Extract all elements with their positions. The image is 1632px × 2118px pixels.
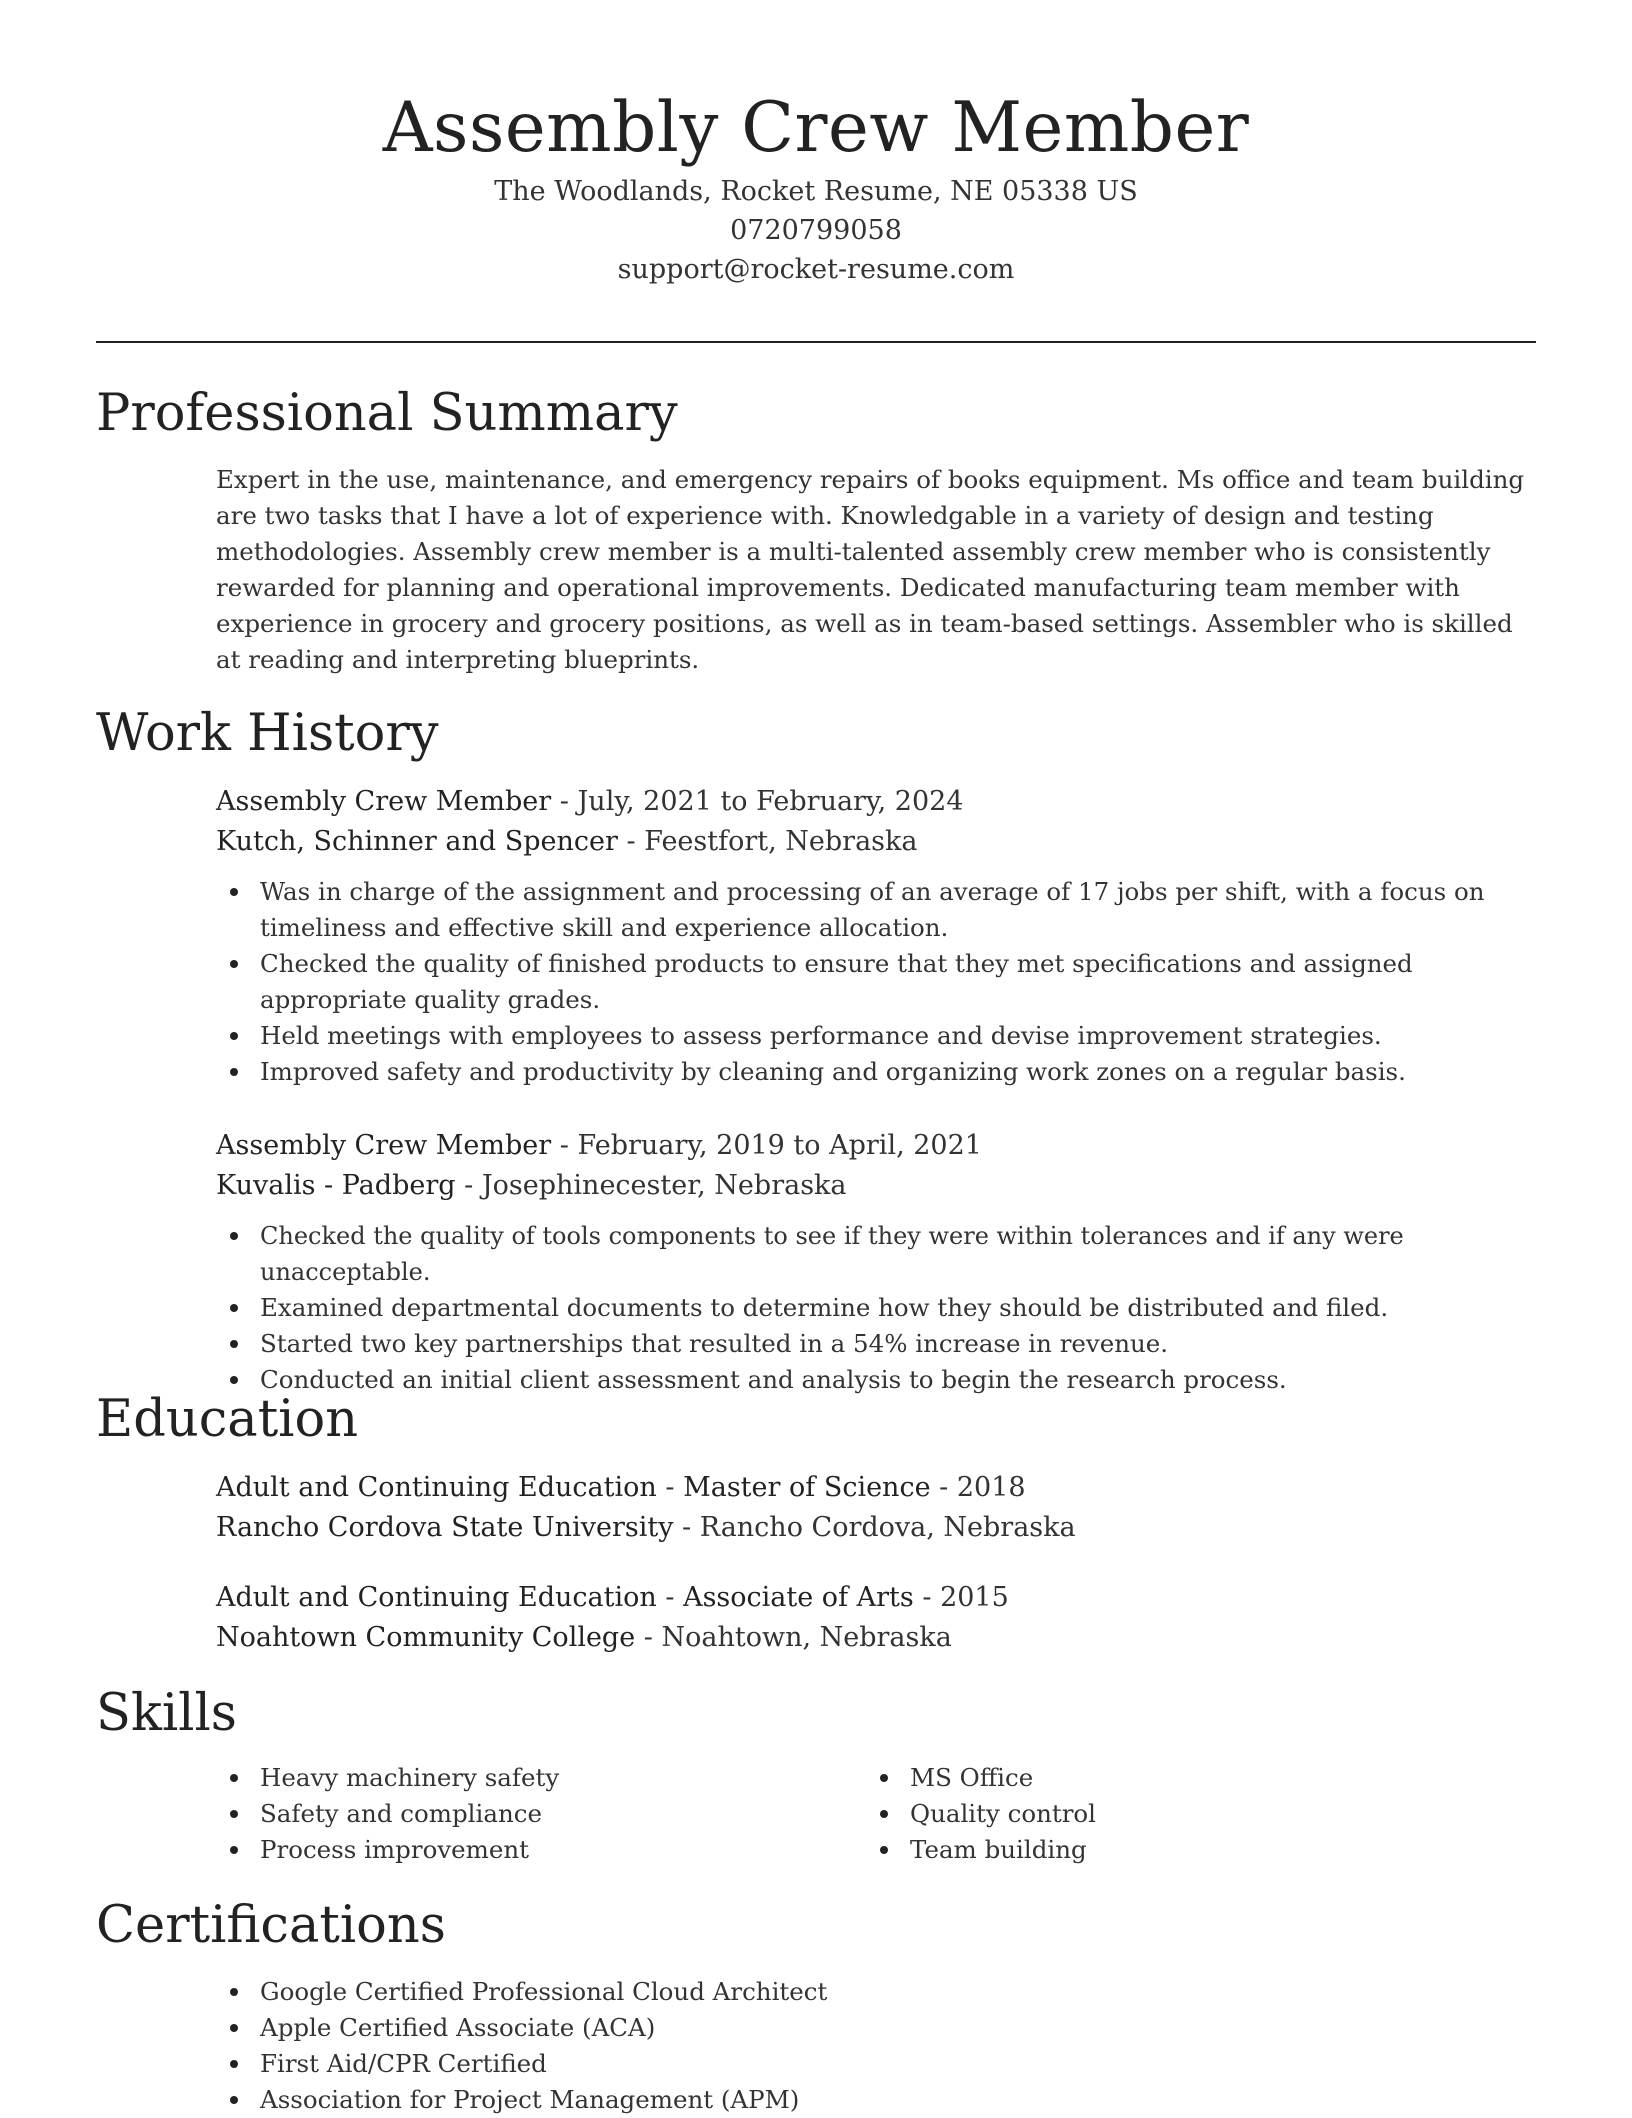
header-divider — [96, 341, 1536, 343]
list-item: Quality control — [866, 1796, 1516, 1832]
skills-grid — [216, 1760, 1541, 1868]
list-item: Held meetings with employees to assess performance and devise improvement strategies. — [216, 1018, 1541, 1054]
job-role: Assembly Crew Member — [216, 1130, 552, 1161]
education-school: Noahtown Community College — [216, 1622, 636, 1653]
list-item: Association for Project Management (APM) — [216, 2082, 1541, 2118]
job-entry — [216, 782, 1541, 1090]
separator: - — [551, 1130, 578, 1161]
separator: - — [656, 1472, 684, 1503]
list-item: Started two key partnerships that resulted in a 54% increase in revenue. — [216, 1326, 1541, 1362]
job-location: Feestfort, Nebraska — [644, 826, 918, 857]
certifications-list — [216, 1974, 1541, 2118]
skills-column-left — [216, 1760, 866, 1868]
list-item: MS Office — [866, 1760, 1516, 1796]
separator: - — [930, 1472, 957, 1503]
job-title-line — [216, 782, 1541, 822]
job-company-line — [216, 1166, 1541, 1206]
list-item: Conducted an initial client assessment and analysis to begin the research process. — [216, 1362, 1541, 1398]
list-item: Team building — [866, 1832, 1516, 1868]
section-title-work-history: Work History — [96, 704, 439, 763]
separator: - — [913, 1582, 941, 1613]
education-degree: Associate of Arts — [683, 1582, 914, 1613]
list-item: Safety and compliance — [216, 1796, 866, 1832]
separator: - — [635, 1622, 662, 1653]
list-item: Process improvement — [216, 1832, 866, 1868]
job-company: Kutch, Schinner and Spencer — [216, 826, 618, 857]
job-bullets — [216, 874, 1541, 1090]
phone: 0720799058 — [730, 215, 902, 246]
list-item: Heavy machinery safety — [216, 1760, 866, 1796]
education-school: Rancho Cordova State University — [216, 1512, 674, 1543]
job-bullets — [216, 1218, 1541, 1398]
separator: - — [673, 1512, 700, 1543]
education-location: Noahtown, Nebraska — [661, 1622, 952, 1653]
separator: - — [455, 1170, 482, 1201]
section-title-education: Education — [96, 1390, 359, 1449]
skills-column-right — [866, 1760, 1516, 1868]
candidate-name: Assembly Crew Member — [382, 88, 1250, 168]
separator: - — [551, 786, 578, 817]
job-entry — [216, 1126, 1541, 1398]
education-entry — [216, 1578, 1541, 1658]
education-location: Rancho Cordova, Nebraska — [699, 1512, 1076, 1543]
education-field: Adult and Continuing Education — [216, 1582, 657, 1613]
education-entry — [216, 1468, 1541, 1548]
education-degree-line — [216, 1578, 1541, 1618]
education-school-line — [216, 1508, 1541, 1548]
list-item: Checked the quality of finished products to ensure that they met specifications and assigned appropriate quality grades. — [216, 946, 1541, 1018]
separator: - — [617, 826, 645, 857]
separator: - — [656, 1582, 684, 1613]
job-company: Kuvalis - Padberg — [216, 1170, 456, 1201]
address: The Woodlands, Rocket Resume, NE 05338 US — [494, 176, 1138, 207]
section-title-summary: Professional Summary — [96, 384, 678, 443]
list-item: Improved safety and productivity by cleaning and organizing work zones on a regular basis. — [216, 1054, 1541, 1090]
job-dates: July, 2021 to February, 2024 — [577, 786, 964, 817]
education-degree: Master of Science — [683, 1472, 931, 1503]
list-item: Examined departmental documents to determine how they should be distributed and filed. — [216, 1290, 1541, 1326]
skills-list — [216, 1760, 1541, 1868]
list-item: Apple Certified Associate (ACA) — [216, 2010, 1541, 2046]
list-item: Checked the quality of tools components to see if they were within tolerances and if any were unacceptable. — [216, 1218, 1541, 1290]
education-degree-line — [216, 1468, 1541, 1508]
education-year: 2018 — [956, 1472, 1026, 1503]
education-school-line — [216, 1618, 1541, 1658]
list-item: Google Certified Professional Cloud Architect — [216, 1974, 1541, 2010]
section-title-certifications: Certifications — [96, 1896, 446, 1955]
list-item: First Aid/CPR Certified — [216, 2046, 1541, 2082]
job-company-line — [216, 822, 1541, 862]
job-location: Josephinecester, Nebraska — [481, 1170, 847, 1201]
education-year: 2015 — [940, 1582, 1009, 1613]
list-item: Was in charge of the assignment and processing of an average of 17 jobs per shift, with a focus on timeliness and effective skill and experience allocation. — [216, 874, 1541, 946]
education-field: Adult and Continuing Education — [216, 1472, 657, 1503]
job-dates: February, 2019 to April, 2021 — [577, 1130, 982, 1161]
job-role: Assembly Crew Member — [216, 786, 552, 817]
section-title-skills: Skills — [96, 1684, 237, 1743]
email: support@rocket-resume.com — [617, 254, 1015, 285]
job-title-line — [216, 1126, 1541, 1166]
certification-bullets — [216, 1974, 1541, 2118]
resume-header — [0, 0, 1632, 289]
summary-text: Expert in the use, maintenance, and emergency repairs of books equipment. Ms office and team building are two tasks that I have a lot of experience with. Knowledgable in a variety of design and testing methodologies. Assembly crew member is a multi-talented assembly crew member who is consistently rewarded for planning and operational improvements. Dedicated manufacturing team member with experience in grocery and grocery positions, as well as in team-based settings. Assembler who is skilled at reading and interpreting blueprints. — [216, 465, 1525, 674]
